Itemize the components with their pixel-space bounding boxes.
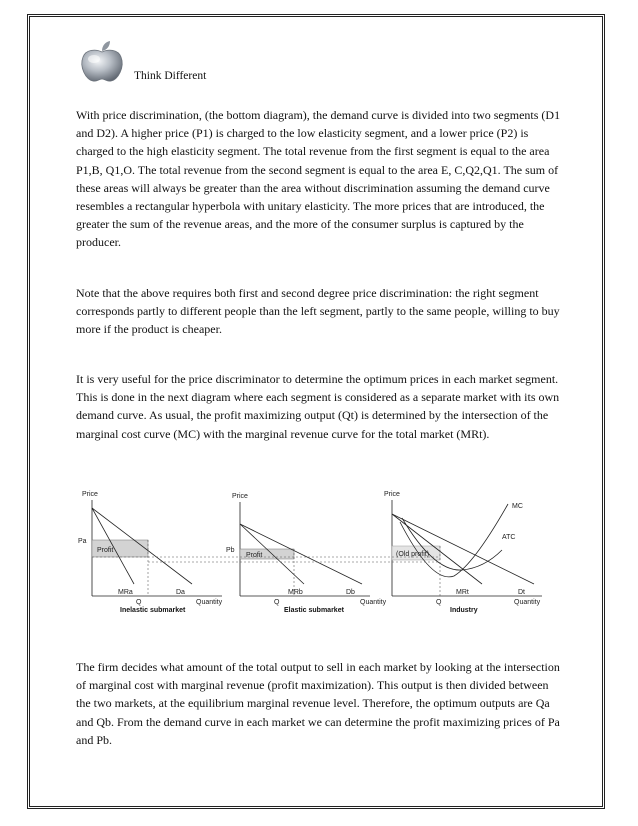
panel3-mc-label: MC <box>512 503 523 510</box>
paragraph-optimum-prices: It is very useful for the price discriminator to determine the optimum prices in each market segment. This is done in the next diagram where each segment is considered as a separate market with its own demand curve. As usual, the profit maximizing output (Qt) is determined by the intersection of the marginal cost curve (MC) with the marginal revenue curve for the total market (MRt). <box>76 372 560 441</box>
panel3-old-profit-label: (Old profit) <box>396 551 430 558</box>
panel2-quantity-label: Quantity <box>360 599 387 606</box>
panel-industry <box>384 491 542 614</box>
panel3-quantity-label: Quantity <box>514 599 541 606</box>
panel1-quantity-label: Quantity <box>196 599 223 606</box>
panel1-demand-label: Da <box>176 589 185 596</box>
panel2-mr-label: MRb <box>288 589 303 596</box>
panel3-atc-curve <box>402 518 502 570</box>
panel3-atc-label: ATC <box>502 534 516 541</box>
panel2-price-label: Price <box>232 493 248 500</box>
price-discrimination-diagram <box>62 488 582 620</box>
apple-logo-icon <box>76 40 128 84</box>
panel3-demand-label: Dt <box>518 589 525 596</box>
panel2-caption: Elastic submarket <box>284 607 344 614</box>
panel3-q-tick: Q <box>436 599 442 606</box>
paragraph-price-discrimination: With price discrimination, (the bottom diagram), the demand curve is divided into two segments (D1 and D2). A higher price (P1) is charged to the low elasticity segment, and a lower price (P2) is charged to the high elasticity segment. The total revenue from the first segment is equal to the area P1,B, Q1,O. The total revenue from the second segment is equal to the area E, C,Q2,Q1. The sum of these areas will always be greater than the area without discrimination assuming the demand curve resembles a rectangular hyperbola with unitary elasticity. The more prices that are introduced, the greater the sum of the revenue areas, and the more of the consumer surplus is captured by the producer. <box>76 108 561 250</box>
panel1-profit-label: Profit <box>97 547 114 554</box>
panel1-q-tick: Q <box>136 599 142 606</box>
panel2-profit-label: Profit <box>246 552 263 559</box>
panel3-mr-label: MRt <box>456 589 469 596</box>
panel1-price-label: Price <box>82 491 98 498</box>
panel-inelastic <box>78 491 223 614</box>
panel2-q-tick: Q <box>274 599 280 606</box>
tagline: Think Different <box>134 70 207 82</box>
panel3-price-label: Price <box>384 491 400 498</box>
panel2-price-tick: Pb <box>226 547 235 554</box>
panel1-caption: Inelastic submarket <box>120 607 186 614</box>
panel3-mc-curve <box>400 504 508 577</box>
panel-elastic <box>226 493 387 614</box>
paragraph-output-allocation: The firm decides what amount of the total output to sell in each market by looking at the intersection of marginal cost with marginal revenue (profit maximization). This output is then divided between the two markets, at the equilibrium marginal revenue level. Therefore, the optimum outputs are Qa and Qb. From the demand curve in each market we can determine the profit maximizing prices of Pa and Pb. <box>76 660 560 747</box>
panel1-price-tick: Pa <box>78 538 87 545</box>
panel2-demand-label: Db <box>346 589 355 596</box>
paragraph-degree-note: Note that the above requires both first and second degree price discrimination: the right segment corresponds partly to different people than the left segment, partly to the same people, willing to buy more if the product is cheaper. <box>76 286 560 337</box>
panel3-caption: Industry <box>450 607 478 614</box>
panel1-mr-label: MRa <box>118 589 133 596</box>
